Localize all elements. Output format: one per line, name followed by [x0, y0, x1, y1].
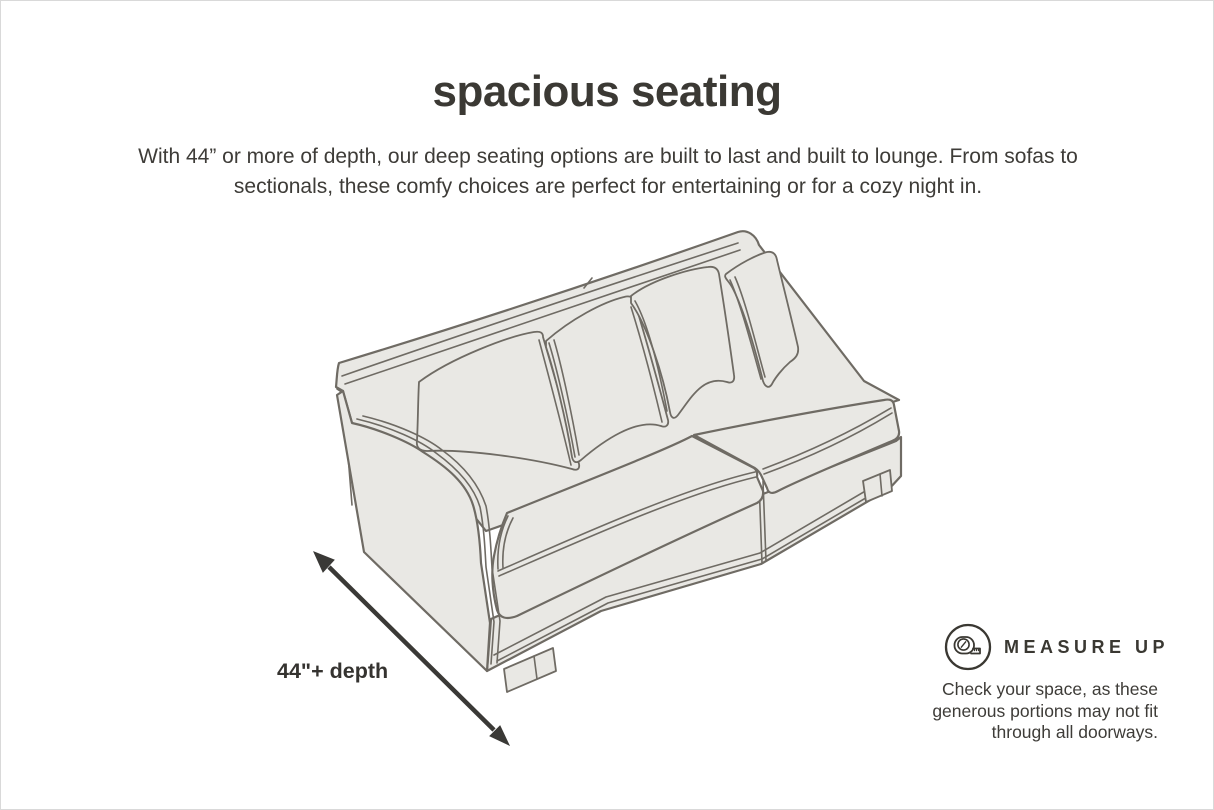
- sofa-line-drawing: [251, 219, 961, 769]
- depth-dimension-label: 44"+ depth: [277, 659, 389, 683]
- sofa-illustration: [251, 219, 961, 769]
- measure-up-note: Check your space, as these generous portions may not fit through all doorways.: [932, 679, 1158, 742]
- measure-up-heading: MEASURE UP: [1004, 637, 1170, 657]
- intro-paragraph: With 44” or more of depth, our deep seating options are built to last and built to lounge. From sofas to sectionals, these comfy choices are perfect for entertaining or for a cozy night in.: [138, 145, 1078, 198]
- tape-measure-icon: [944, 623, 992, 671]
- page-title: spacious seating: [432, 67, 782, 116]
